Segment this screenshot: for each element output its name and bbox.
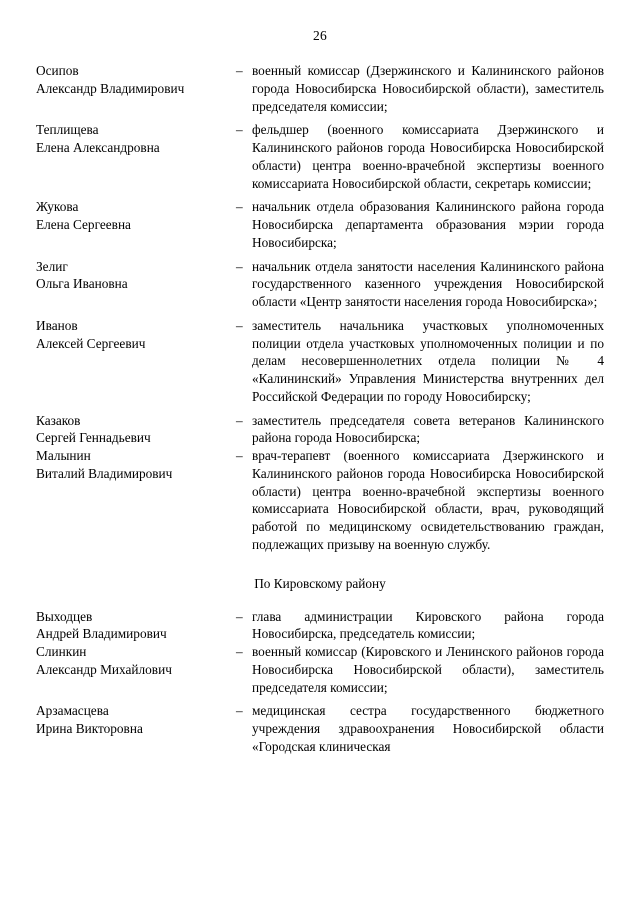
entry-name [36,702,236,755]
entry-name-line: Осипов [36,63,79,78]
entry-dash: – [236,199,243,215]
table-row [36,643,604,696]
entry-name-line: Александр Михайлович [36,661,172,677]
entries-body-part2 [36,608,604,756]
page-number: 26 [313,28,327,43]
entry-name-line: Виталий Владимирович [36,465,173,481]
entry-name-line: Выходцев [36,608,93,624]
entry-name-line: Иванов [36,317,78,333]
entry-description: врач-терапевт (военного комиссариата Дзержинского и Калининского районов города Новосибирска Новосибирской области) центра военно-врачебной экспертизы военного комиссариата Новосибирской области, врач, руководящий работой по медицинскому освидетельствованию граждан, подлежащих призыву на военную службу. [252,448,604,552]
entry-name-line: Сергей Геннадьевич [36,430,151,446]
entries-body-part1 [36,62,604,554]
entry-name-line: Теплищева [36,122,99,138]
entry-description: заместитель начальника участковых уполномоченных полиции отдела участковых уполномоченных полиции и по делам несовершеннолетних отдела полиции № 4 «Калининский» Управления Министерства внутренних дел Российской Федерации по городу Новосибирску; [252,317,604,404]
table-row [36,258,604,311]
entry-name [36,258,236,311]
entry-dash: – [236,63,243,78]
entry-name-line: Елена Александровна [36,140,160,155]
entry-name [36,643,236,696]
entry-description: медицинская сестра государственного бюджетного учреждения здравоохранения Новосибирской области «Городская клиническая [252,703,604,754]
entry-name [36,447,236,554]
entry-name [36,62,236,115]
entry-name-line: Казаков [36,412,81,428]
entry-description: фельдшер (военного комиссариата Дзержинского и Калининского районов города Новосибирска Новосибирской области) центра военно-врачебной экспертизы военного комиссариата Новосибирской области, секретарь комиссии; [252,122,604,191]
entry-dash: – [236,608,243,624]
entry-name [36,121,236,192]
entry-description: начальник отдела занятости населения Калининского района государственного казенного учреждения Новосибирской области «Центр занятости населения города Новосибирска»; [252,258,604,309]
table-row [36,412,604,448]
entry-dash: – [236,644,243,659]
table-row [36,317,604,406]
table-row [36,447,604,554]
entry-name [36,317,236,406]
entry-description: военный комиссар (Дзержинского и Калининского районов города Новосибирска Новосибирской области), заместитель председателя комиссии; [252,63,604,114]
entry-description: глава администрации Кировского района города Новосибирска, председатель комиссии; [252,608,604,642]
entry-name-line: Александр Владимирович [36,80,185,96]
entries-table-part2 [36,608,604,756]
entries-table-part1 [36,62,604,554]
entry-name-line: Малынин [36,448,91,463]
entry-dash: – [236,412,243,428]
entry-name-line: Алексей Сергеевич [36,335,146,351]
entry-name [36,198,236,251]
entry-description: заместитель председателя совета ветеранов Калининского района города Новосибирска; [252,412,604,446]
entry-dash: – [236,258,243,274]
entry-name-line: Андрей Владимирович [36,626,167,642]
section-heading: По Кировскому району [254,575,386,591]
entry-name-line: Арзамасцева [36,703,109,719]
table-row [36,702,604,755]
entry-name-line: Ирина Викторовна [36,721,143,736]
entry-dash: – [236,122,243,138]
entry-name-line: Слинкин [36,644,87,659]
entry-dash: – [236,317,243,333]
table-row [36,198,604,251]
table-row [36,62,604,115]
entry-description: начальник отдела образования Калининского района города Новосибирска департамента образования мэрии города Новосибирска; [252,199,604,250]
table-row [36,608,604,644]
entry-name-line: Жукова [36,199,79,215]
entry-name-line: Ольга Ивановна [36,276,128,292]
entry-name-line: Зелиг [36,258,68,274]
entry-name [36,412,236,448]
table-row [36,121,604,192]
entry-name [36,608,236,644]
entry-description: военный комиссар (Кировского и Ленинского районов города Новосибирска Новосибирской области), заместитель председателя комиссии; [252,644,604,695]
entry-dash: – [236,448,243,463]
entry-dash: – [236,703,243,719]
entry-name-line: Елена Сергеевна [36,217,131,232]
